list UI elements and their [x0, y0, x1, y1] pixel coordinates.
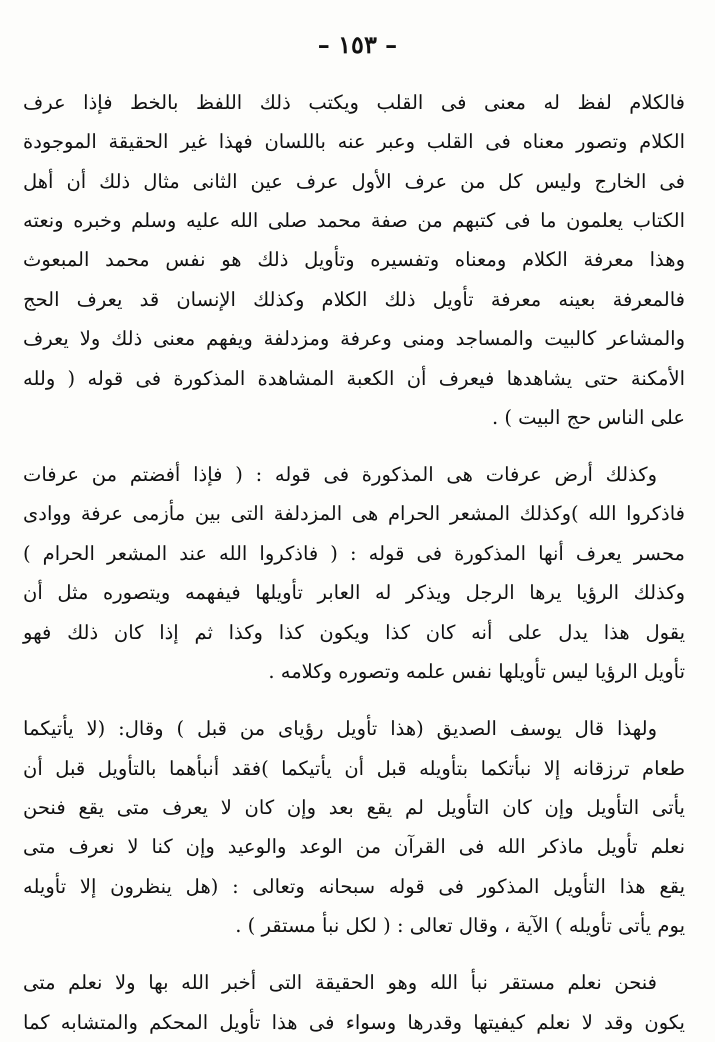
- page-number: – ١٥٣ –: [317, 30, 398, 59]
- text-line: نعلم تأويل ماذكر الله فى القرآن من الوعد والوعيد وإن كنا لا نعرف متى: [23, 835, 685, 859]
- text-line: يقول هذا يدل على أنه كان كذا ويكون كذا وكذا ثم إذا كان ذلك فهو: [23, 620, 685, 644]
- text-line: وهذا معرفة الكلام ومعناه وتفسيره وتأويل ذلك هو نفس محمد المبعوث: [23, 248, 685, 272]
- text-line: يأتى التأويل وإن كان التأويل لم يقع بعد وإن كان لا يعرف متى يقع فنحن: [23, 795, 685, 819]
- text-line: فاذكروا الله )وكذلك المشعر الحرام هى المزدلفة التى بين مأزمى عرفة ووادى: [23, 502, 685, 526]
- text-line: ولهذا قال يوسف الصديق (هذا تأويل رؤياى من قبل ) وقال: (لا يأتيكما: [23, 717, 657, 741]
- text-line: وكذلك الرؤيا يرها الرجل ويذكر له العابر تأويلها فيفهمه ويتصوره مثل أن: [23, 581, 685, 605]
- text-line: على الناس حج البيت ) .: [491, 405, 685, 429]
- text-line: طعام ترزقانه إلا نبأتكما بتأويله قبل أن يأتيكما )فقد أنبأهما بالتأويل قبل أن: [23, 756, 685, 780]
- text-line: والمشاعر كالبيت والمساجد ومنى وعرفة ومزدلفة ويفهم معنى ذلك ولا يعرف: [23, 327, 685, 351]
- text-line: فالكلام لفظ له معنى فى القلب ويكتب ذلك اللفظ بالخط فإذا عرف: [23, 91, 685, 114]
- text-line: يوم يأتى تأويله ) الآية ، وقال تعالى : ( لكل نبأ مستقر ) .: [235, 913, 685, 937]
- text-line: تأويل الرؤيا ليس تأويلها نفس علمه وتصوره وكلامه .: [268, 659, 685, 683]
- text-line: يقع هذا التأويل المذكور فى قوله سبحانه وتعالى : (هل ينظرون إلا تأويله: [23, 874, 685, 898]
- text-line: فى الخارج وليس كل من عرف الأول عرف عين الثانى مثال ذلك أن أهل: [23, 169, 685, 193]
- text-line: الكتاب يعلمون ما فى كتبهم من صفة محمد صلى الله عليه وسلم وخبره ونعته: [23, 209, 685, 233]
- text-line: الكلام وتصور معناه فى القلب وعبر عنه باللسان فهذا غير الحقيقة الموجودة: [23, 130, 685, 154]
- text-line: فالمعرفة بعينه معرفة تأويل ذلك الكلام وكذلك الإنسان قد يعرف الحج: [23, 287, 685, 311]
- text-line: فنحن نعلم مستقر نبأ الله وهو الحقيقة التى أخبر الله بها ولا نعلم متى: [23, 971, 657, 995]
- text-line: وكذلك أرض عرفات هى المذكورة فى قوله : ( فإذا أفضتم من عرفات: [23, 463, 657, 487]
- text-line: محسر يعرف أنها المذكورة فى قوله : ( فاذكروا الله عند المشعر الحرام ): [23, 541, 685, 565]
- text-line: يكون وقد لا نعلم كيفيتها وقدرها وسواء فى هذا تأويل المحكم والمتشابه كما: [23, 1010, 685, 1034]
- text-line: الأمكنة حتى يشاهدها فيعرف أن الكعبة المشاهدة المذكورة فى قوله ( ولله: [23, 366, 685, 390]
